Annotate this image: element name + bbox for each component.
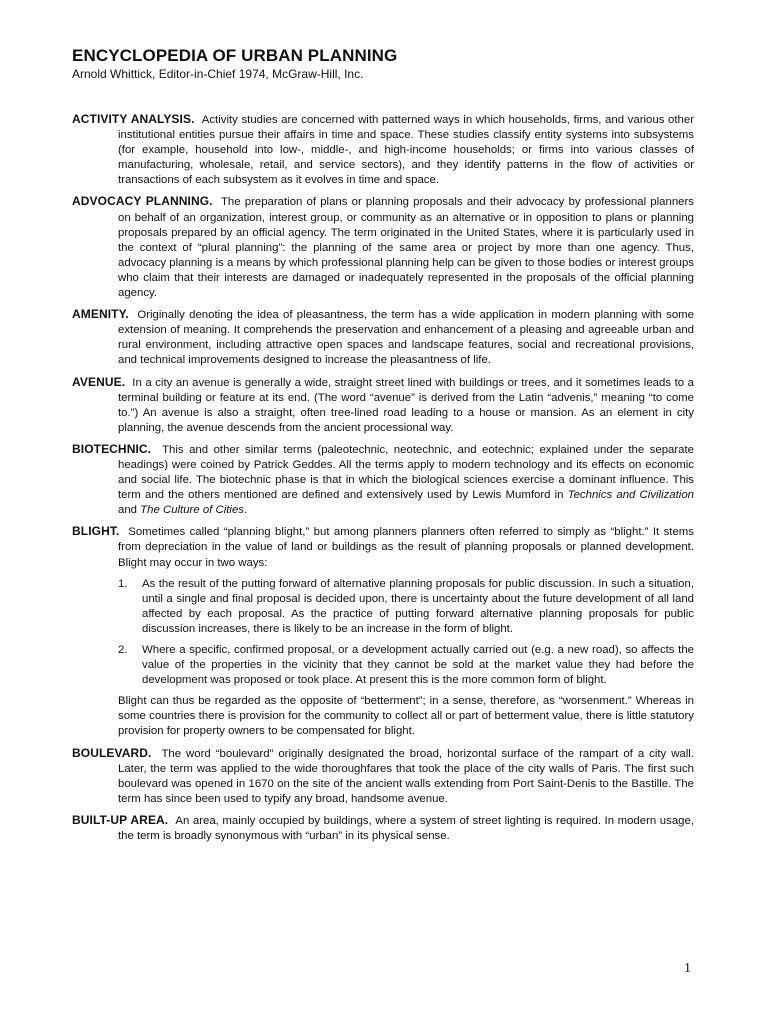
entry-boulevard	[72, 746, 694, 807]
entry-term: BOULEVARD.	[72, 745, 152, 760]
entry-definition: Activity studies are concerned with patterned ways in which households, firms, and various other institutional entities pursue their affairs in time and space. These studies classify entity systems into subsystems (for example, household into low-, middle-, and high-income households; or firms into various classes of manufacturing, wholesale, retail, and service sectors), and they identify patterns in the flow of activities or transactions of each subsystem as it evolves in time and space.	[118, 114, 694, 187]
list-item-number: 1.	[118, 577, 128, 590]
entry-activity-analysis	[72, 112, 694, 188]
entry-definition: Sometimes called “planning blight,” but among planners planners often referred to simply as “blight.” It stems from depreciation in the value of land or buildings as the result of planning proposals or planned development. Blight may occur in two ways:	[118, 526, 694, 569]
book-title-technics: Technics and Civilization	[567, 489, 695, 502]
entry-avenue	[72, 375, 694, 436]
list-item	[118, 643, 694, 688]
entry-term: BIOTECHNIC.	[72, 441, 152, 456]
entry-blight	[72, 524, 694, 739]
entry-term: BUILT-UP AREA.	[72, 812, 169, 827]
entry-definition: An area, mainly occupied by buildings, where a system of street lighting is required. In modern usage, the term is broadly synonymous with “urban” in its physical sense.	[118, 814, 694, 843]
list-item-number: 2.	[118, 644, 128, 656]
entry-term: AVENUE.	[72, 374, 126, 389]
entry-advocacy-planning	[72, 194, 694, 301]
entries-list	[72, 112, 694, 850]
book-title-culture: The Culture of Cities	[140, 504, 244, 517]
entry-term: ADVOCACY PLANNING.	[72, 194, 213, 209]
sentence-end: .	[244, 504, 248, 517]
list-item-text: Where a specific, confirmed proposal, or a development actually carried out (e.g. a new road), so affects the value of the properties in the vicinity that they cannot be sold at the market value they had before the development was proposed or took place. At present this is the more common form of blight.	[142, 644, 694, 687]
entry-definition: Originally denoting the idea of pleasantness, the term has a wide application in modern planning with some extension of meaning. It comprehends the preservation and enhancement of a pleasing and agreeable urban and rural environment, including attractive open spaces and landscape features, social and recreational provisions, and technical improvements designed to increase the pleasantness of life.	[118, 309, 694, 367]
document-title: ENCYCLOPEDIA OF URBAN PLANNING	[72, 46, 398, 65]
entry-biotechnic	[72, 442, 694, 518]
entry-amenity	[72, 307, 694, 368]
blight-list	[118, 577, 694, 689]
blight-conclusion: Blight can thus be regarded as the opposite of “betterment”; in a sense, therefore, as “worsenment.” Whereas in some countries there is provision for the community to collect all or part of betterment value, there is little statutory provision for property owners to be compensated for blight.	[118, 695, 694, 738]
list-item	[118, 577, 694, 637]
entry-term: AMENITY.	[72, 307, 129, 322]
conjunction: and	[118, 504, 141, 517]
entry-definition: In a city an avenue is generally a wide, straight street lined with buildings or trees, and it sometimes leads to a terminal building or feature at its end. (The word “avenue” is derived from the Latin “advenis,” meaning “to come to.”) An avenue is also a straight, often tree-lined road leading to a house or mansion. As an element in city planning, the avenue descends from the ancient processional way.	[118, 376, 694, 434]
entry-definition: The word “boulevard” originally designated the broad, horizontal surface of the rampart of a city wall. Later, the term was applied to the wide thoroughfares that took the place of the city walls of Paris. The first such boulevard was opened in 1670 on the site of the ancient walls extending from Port Saint-Denis to the Bastille. The term has since been used to typify any broad, handsome avenue.	[118, 747, 694, 805]
entry-definition: The preparation of plans or planning proposals and their advocacy by professional planners on behalf of an organization, interest group, or community as an alternative or in opposition to plans or planning proposals prepared by an official agency. The term originated in the United States, where it is particularly used in the context of “plural planning”: the planning of the same area or project by more than one agency. Thus, advocacy planning is a means by which professional planning help can be given to those bodies or interest groups who claim that their interests are damaged or inadequately represented in the proposals of the official planning agency.	[118, 196, 694, 300]
page-number: 1	[684, 961, 691, 976]
entry-term: BLIGHT.	[72, 524, 120, 539]
entry-built-up-area	[72, 813, 694, 844]
document-subtitle: Arnold Whittick, Editor-in-Chief 1974, McGraw-Hill, Inc.	[72, 67, 364, 81]
list-item-text: As the result of the putting forward of alternative planning proposals for public discussion. In such a situation, until a single and final proposal is decided upon, there is uncertainty about the future development of all land affected by each proposal. As the practice of putting forward alternative planning proposals for public discussion increases, there is likely to be an increase in the form of blight.	[142, 577, 694, 635]
entry-term: ACTIVITY ANALYSIS.	[72, 112, 195, 126]
entry-definition: This and other similar terms (paleotechnic, neotechnic, and eotechnic; explained under the separate headings) were coined by Patrick Geddes. All the terms apply to modern technology and its effects on economic and social life. The biotechnic phase is that in which the biological sciences exercise a dominant influence. This term and the others mentioned are defined and extensively used by Lewis Mumford in	[118, 443, 694, 502]
